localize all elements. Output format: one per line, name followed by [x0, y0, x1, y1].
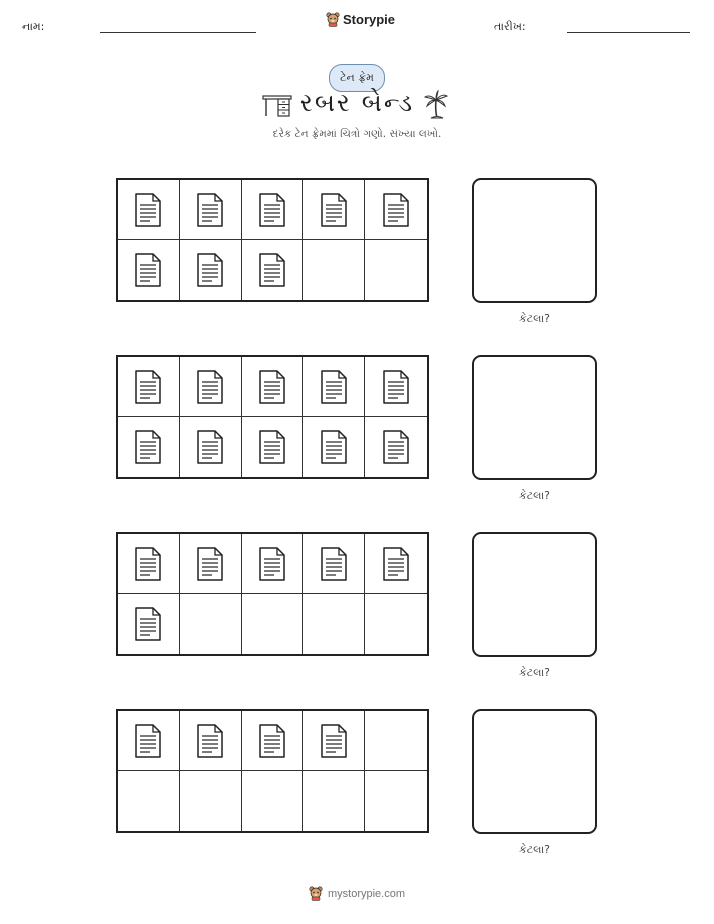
worksheet-title: રબર બેન્ડ	[299, 88, 415, 117]
how-many-label-1: કેટલા?	[518, 312, 551, 325]
ten-frame-1	[116, 178, 429, 302]
frame-cell	[180, 594, 242, 654]
date-line	[567, 32, 690, 33]
frame-cell	[303, 594, 365, 654]
frame-cell	[365, 180, 427, 240]
frame-cell	[180, 771, 242, 831]
frame-cell	[365, 240, 427, 300]
ten-frame-4	[116, 709, 429, 833]
document-icon	[196, 252, 224, 288]
frame-cell	[118, 180, 180, 240]
frame-cell	[180, 180, 242, 240]
how-many-label-2: કેટલા?	[518, 489, 551, 502]
frame-cell	[303, 240, 365, 300]
how-many-label-4: કેટલા?	[518, 843, 551, 856]
document-icon	[258, 192, 286, 228]
frame-cell	[180, 711, 242, 771]
document-icon	[258, 369, 286, 405]
answer-box-2[interactable]	[472, 355, 597, 480]
name-label: નામ:	[22, 20, 45, 33]
frame-cell	[365, 534, 427, 594]
document-icon	[134, 723, 162, 759]
frame-cell	[118, 240, 180, 300]
document-icon	[196, 546, 224, 582]
name-line	[100, 32, 256, 33]
frame-cell	[303, 417, 365, 477]
document-icon	[134, 546, 162, 582]
frame-cell	[365, 594, 427, 654]
document-icon	[382, 369, 410, 405]
document-icon	[196, 369, 224, 405]
document-icon	[196, 192, 224, 228]
palm-tree-icon	[424, 90, 448, 120]
date-label: તારીખ:	[494, 20, 526, 33]
document-icon	[134, 429, 162, 465]
instructions: દરેક ટેન ફ્રેમમાં ચિત્રો ગણો. સંખ્યા લખો.	[272, 128, 442, 140]
document-icon	[196, 429, 224, 465]
frame-cell	[365, 417, 427, 477]
frame-cell	[180, 534, 242, 594]
ten-frame-3	[116, 532, 429, 656]
document-icon	[134, 252, 162, 288]
frame-cell	[242, 357, 304, 417]
answer-box-3[interactable]	[472, 532, 597, 657]
footer	[0, 886, 714, 901]
frame-cell	[303, 357, 365, 417]
document-icon	[382, 192, 410, 228]
frame-cell	[242, 417, 304, 477]
document-icon	[134, 369, 162, 405]
answer-box-4[interactable]	[472, 709, 597, 834]
frame-cell	[365, 711, 427, 771]
answer-box-1[interactable]	[472, 178, 597, 303]
frame-cell	[242, 240, 304, 300]
document-icon	[382, 429, 410, 465]
frame-cell	[303, 180, 365, 240]
document-icon	[196, 723, 224, 759]
frame-cell	[303, 711, 365, 771]
frame-cell	[303, 534, 365, 594]
brand-logo	[326, 12, 395, 27]
frame-cell	[242, 594, 304, 654]
frame-cell	[242, 771, 304, 831]
topic-badge: ટેન ફ્રેમ	[329, 64, 385, 92]
document-icon	[258, 252, 286, 288]
frame-cell	[118, 594, 180, 654]
frame-cell	[180, 357, 242, 417]
footer-url: mystorypie.com	[327, 887, 406, 900]
document-icon	[320, 192, 348, 228]
document-icon	[258, 546, 286, 582]
frame-cell	[303, 771, 365, 831]
frame-cell	[365, 771, 427, 831]
ten-frame-2	[116, 355, 429, 479]
document-icon	[134, 192, 162, 228]
frame-cell	[365, 357, 427, 417]
document-icon	[134, 606, 162, 642]
bear-mascot-icon	[309, 886, 323, 901]
frame-cell	[242, 711, 304, 771]
frame-cell	[118, 534, 180, 594]
document-icon	[320, 723, 348, 759]
document-icon	[258, 429, 286, 465]
document-icon	[382, 546, 410, 582]
frame-cell	[180, 240, 242, 300]
frame-cell	[242, 180, 304, 240]
bear-mascot-icon	[326, 12, 340, 27]
frame-cell	[118, 417, 180, 477]
frame-cell	[180, 417, 242, 477]
document-icon	[320, 546, 348, 582]
brand-name: Storypie	[343, 12, 396, 27]
document-icon	[320, 369, 348, 405]
frame-cell	[242, 534, 304, 594]
frame-cell	[118, 711, 180, 771]
frame-cell	[118, 357, 180, 417]
document-icon	[320, 429, 348, 465]
document-icon	[258, 723, 286, 759]
how-many-label-3: કેટલા?	[518, 666, 551, 679]
frame-cell	[118, 771, 180, 831]
